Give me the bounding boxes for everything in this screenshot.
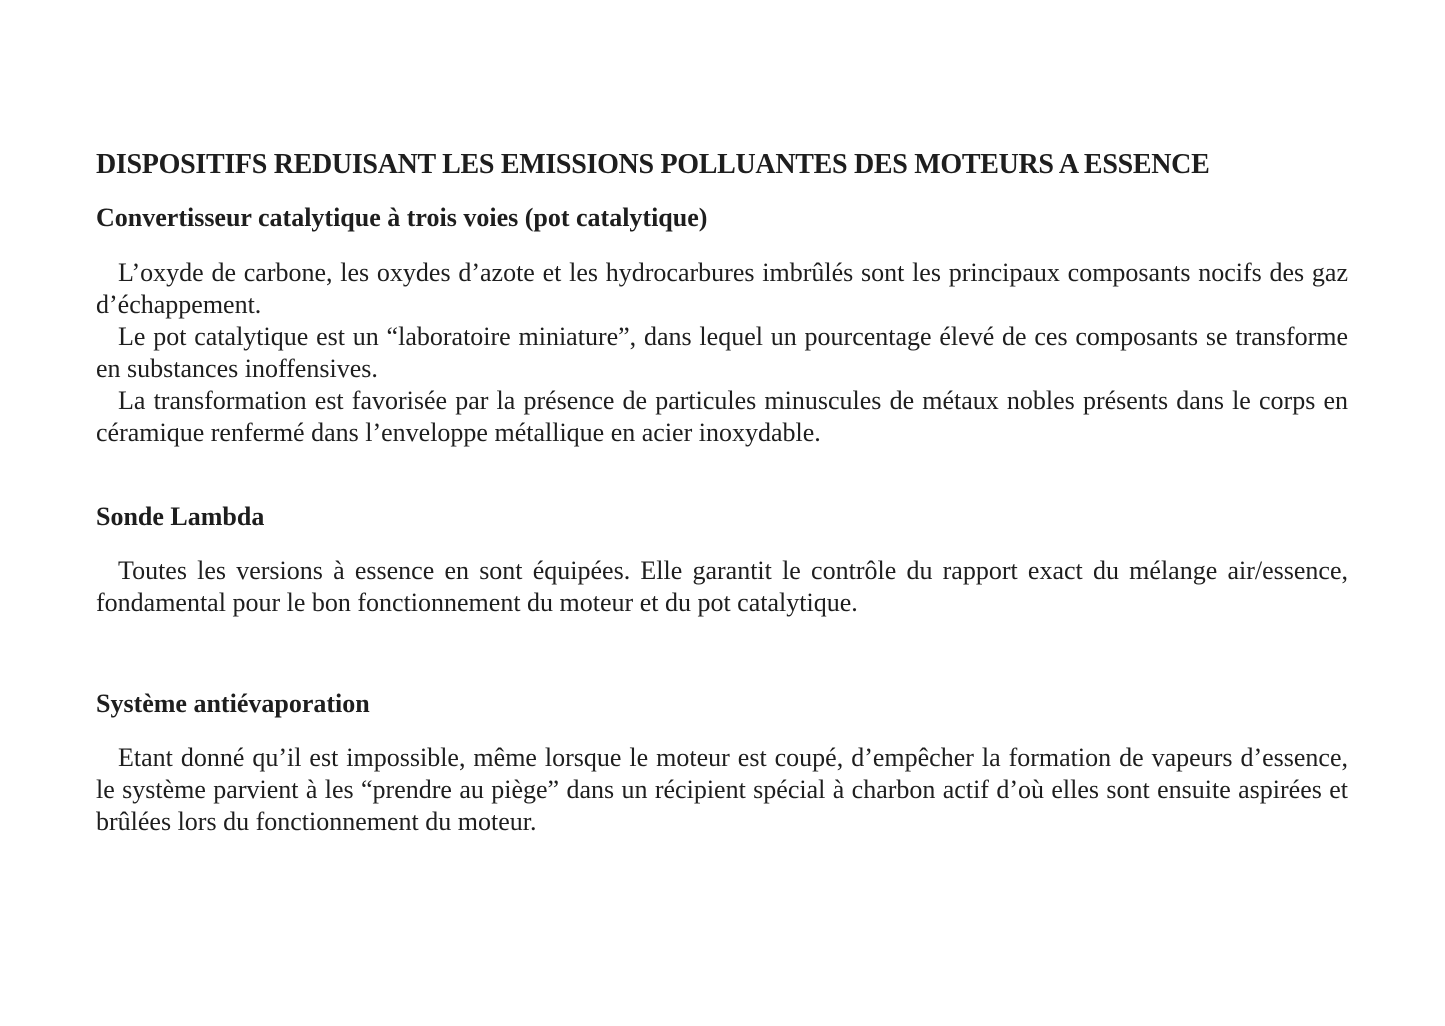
section-body: [96, 257, 1348, 449]
section-heading: Convertisseur catalytique à trois voies (pot catalytique): [96, 203, 708, 232]
document-page: [96, 0, 1348, 1026]
paragraph: La transformation est favorisée par la présence de particules minuscules de métaux nobles présents dans le corps en céramique renfermé dans l’enveloppe métallique en acier inoxydable.: [96, 386, 1348, 447]
page-title: DISPOSITIFS REDUISANT LES EMISSIONS POLLUANTES DES MOTEURS A ESSENCE: [96, 149, 1210, 180]
section-heading: Système antiévaporation: [96, 689, 370, 718]
section-lambda-sensor: [96, 501, 1348, 619]
section-body: [96, 555, 1348, 619]
paragraph: L’oxyde de carbone, les oxydes d’azote et les hydrocarbures imbrûlés sont les principaux composants nocifs des gaz d’échappement.: [96, 258, 1348, 319]
section-heading: Sonde Lambda: [96, 502, 265, 531]
section-evaporation-system: [96, 688, 1348, 838]
paragraph: Etant donné qu’il est impossible, même lorsque le moteur est coupé, d’empêcher la formation de vapeurs d’essence, le système parvient à les “prendre au piège” dans un récipient spécial à charbon actif d’où elles sont ensuite aspirées et brûlées lors du fonctionnement du moteur.: [96, 743, 1348, 836]
paragraph: Le pot catalytique est un “laboratoire miniature”, dans lequel un pourcentage élevé de ces composants se transforme en substances inoffensives.: [96, 322, 1348, 383]
section-catalytic-converter: [96, 202, 1348, 449]
paragraph: Toutes les versions à essence en sont équipées. Elle garantit le contrôle du rapport exact du mélange air/essence, fondamental pour le bon fonctionnement du moteur et du pot catalytique.: [96, 556, 1348, 617]
section-body: [96, 742, 1348, 838]
